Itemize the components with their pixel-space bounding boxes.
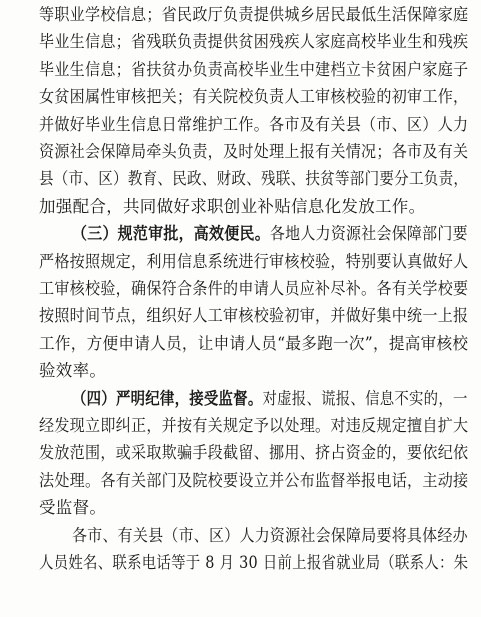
paragraph-line: 县（市、区）教育、民政、财政、残联、扶贫等部门要分工负责， — [39, 169, 469, 188]
section-4-text: 对虚报、谎报、信息不实的，一 — [262, 389, 468, 408]
paragraph-line: 按照时间节点，组织好人工审核校验初审，并做好集中统一上报 — [39, 306, 469, 325]
section-3-text: 各地人力资源社会保障部门要 — [269, 224, 468, 243]
paragraph-line: 人员姓名、联系电话等于 8 月 30 日前上报省就业局（联系人：朱 — [39, 553, 469, 572]
paragraph-line: 毕业生信息；省扶贫办负责高校毕业生中建档立卡贫困户家庭子 — [39, 60, 469, 79]
paragraph-line: 法处理。各有关部门及院校要设立并公布监督举报电话，主动接 — [39, 471, 469, 490]
section-3-heading: （三）规范审批，高效便民。 — [72, 224, 270, 243]
paragraph-line: 女贫困属性审核把关；有关院校负责人工审核校验的初审工作， — [39, 87, 469, 106]
paragraph-line: 工审核校验，确保符合条件的申请人员应补尽补。各有关学校要 — [39, 279, 469, 298]
section-4-first-line — [72, 389, 468, 409]
paragraph-line: 严格按照规定，利用信息系统进行审核校验，特别要认真做好人 — [39, 252, 469, 271]
paragraph-line: 工作，方便申请人员，让申请人员“最多跑一次”，提高审核校 — [39, 334, 469, 353]
paragraph-line: 各市、有关县（市、区）人力资源社会保障局要将具体经办 — [72, 526, 468, 545]
paragraph-line: 发放范围，或采取欺骗手段截留、挪用、挤占资金的，要依纪依 — [39, 443, 469, 462]
paragraph-line: 并做好毕业生信息日常维护工作。各市及有关县（市、区）人力 — [39, 115, 469, 134]
paragraph-line: 资源社会保障局牵头负责，及时处理上报有关情况；各市及有关 — [39, 142, 469, 161]
paragraph-line: 毕业生信息；省残联负责提供贫困残疾人家庭高校毕业生和残疾 — [39, 32, 469, 51]
paragraph-line: 受监督。 — [39, 498, 107, 517]
paragraph-line: 验效率。 — [39, 361, 107, 380]
section-4-heading: （四）严明纪律，接受监督。 — [72, 389, 263, 408]
paragraph-line: 加强配合，共同做好求职创业补贴信息化发放工作。 — [39, 197, 426, 216]
paragraph-line: 等职业学校信息；省民政厅负责提供城乡居民最低生活保障家庭 — [39, 5, 469, 24]
section-3-first-line — [72, 224, 468, 244]
paragraph-line: 经发现立即纠正，并按有关规定予以处理。对违反规定擅自扩大 — [39, 416, 469, 435]
